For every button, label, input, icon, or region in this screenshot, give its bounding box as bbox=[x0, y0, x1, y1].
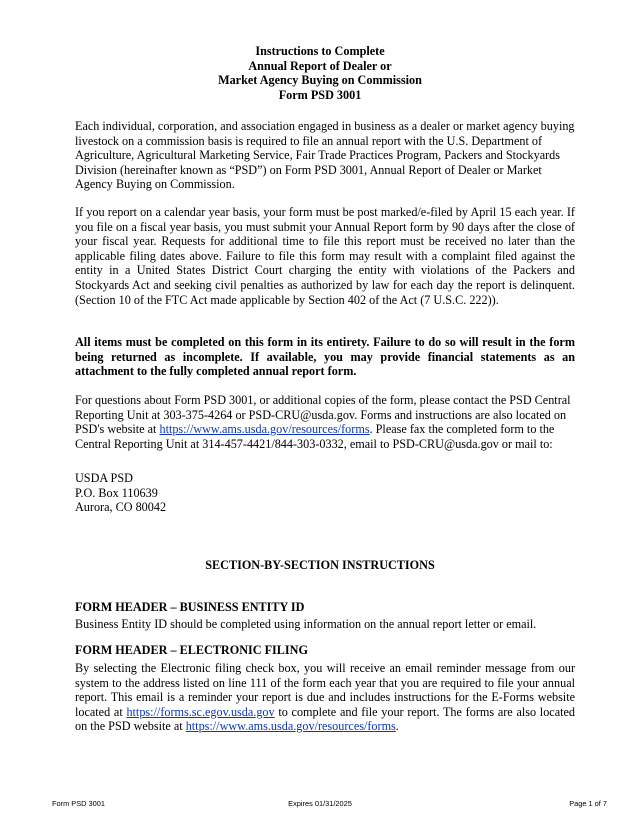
footer-form-name: Form PSD 3001 bbox=[52, 799, 105, 808]
address-line-1: USDA PSD bbox=[75, 471, 133, 485]
footer-expiration: Expires 01/31/2025 bbox=[288, 799, 352, 808]
electronic-filing-heading: FORM HEADER – ELECTRONIC FILING bbox=[75, 643, 308, 657]
forms-link[interactable]: https://www.ams.usda.gov/resources/forms bbox=[159, 422, 370, 437]
title-line-1: Instructions to Complete bbox=[255, 44, 385, 58]
address-line-2: P.O. Box 110639 bbox=[75, 485, 158, 500]
psd-forms-link[interactable]: https://www.ams.usda.gov/resources/forms bbox=[185, 719, 396, 734]
contact-text-before: For questions about Form PSD 3001, or additional copies of the form, please contact the PSD Central Reporting Unit at 303-375-4264 or PSD-CRU@usda.gov. Forms and instructions are also located on PSD's website at bbox=[75, 393, 571, 437]
document-title bbox=[0, 44, 640, 102]
contact-text-after: . Please fax the completed form to the Central Reporting Unit at 314-457-4421/844-303-0332, email to PSD-CRU@usda.gov or mail to: bbox=[75, 422, 555, 451]
electronic-filing-text bbox=[75, 661, 575, 734]
title-line-3: Market Agency Buying on Commission bbox=[218, 73, 422, 88]
entity-id-text: Business Entity ID should be completed using information on the annual report letter or email. bbox=[75, 617, 537, 631]
title-line-4: Form PSD 3001 bbox=[278, 87, 362, 102]
mailing-address bbox=[75, 471, 166, 515]
electronic-text-middle: to complete and file your report. The forms are also located on the PSD website at bbox=[75, 704, 575, 734]
electronic-text-after: . bbox=[395, 719, 399, 734]
deadline-paragraph: If you report on a calendar year basis, your form must be post marked/e-filed by April 15 each year. If you file on a fiscal year basis, you must submit your Annual Report form by 90 days after the close of your fiscal year. Requests for additional time to file this report must be received no later than the applicable filing dates above. Failure to file this form may result with a complaint filed against the entity in a United States District Court charging the entity with violations of the Packers and Stockyards Act and seeking civil penalties as authorized by law for each day the report is delinquent. (Section 10 of the FTC Act made applicable by Section 402 of the Act (7 U.S.C. 222)). bbox=[75, 205, 575, 307]
eforms-link[interactable]: https://forms.sc.egov.usda.gov bbox=[126, 704, 275, 719]
title-line-2: Annual Report of Dealer or bbox=[248, 58, 392, 73]
address-line-3: Aurora, CO 80042 bbox=[75, 500, 167, 515]
entity-id-heading: FORM HEADER – BUSINESS ENTITY ID bbox=[75, 600, 305, 614]
intro-paragraph: Each individual, corporation, and association engaged in business as a dealer or market agency buying livestock on a commission basis is required to file an annual report with the U.S. Department of Agriculture, Agricultural Marketing Service, Fair Trade Practices Program, Packers and Stockyards Division (hereinafter known as “PSD”) on Form PSD 3001, Annual Report of Dealer or Market Agency Buying on Commission. bbox=[75, 119, 575, 192]
electronic-text-before: By selecting the Electronic filing check box, you will receive an email reminder message from our system to the address listed on line 111 of the form each year that you are required to file your annual report. This email is a reminder your report is due and includes instructions for the E-Forms website located at bbox=[75, 661, 575, 719]
footer-page-number: Page 1 of 7 bbox=[569, 799, 607, 808]
warning-paragraph: All items must be completed on this form in its entirety. Failure to do so will result in the form being returned as incomplete. If available, you may provide financial statements as an attachment to the fully completed annual report form. bbox=[75, 335, 575, 379]
section-title: SECTION-BY-SECTION INSTRUCTIONS bbox=[205, 558, 435, 572]
contact-paragraph bbox=[75, 393, 575, 451]
